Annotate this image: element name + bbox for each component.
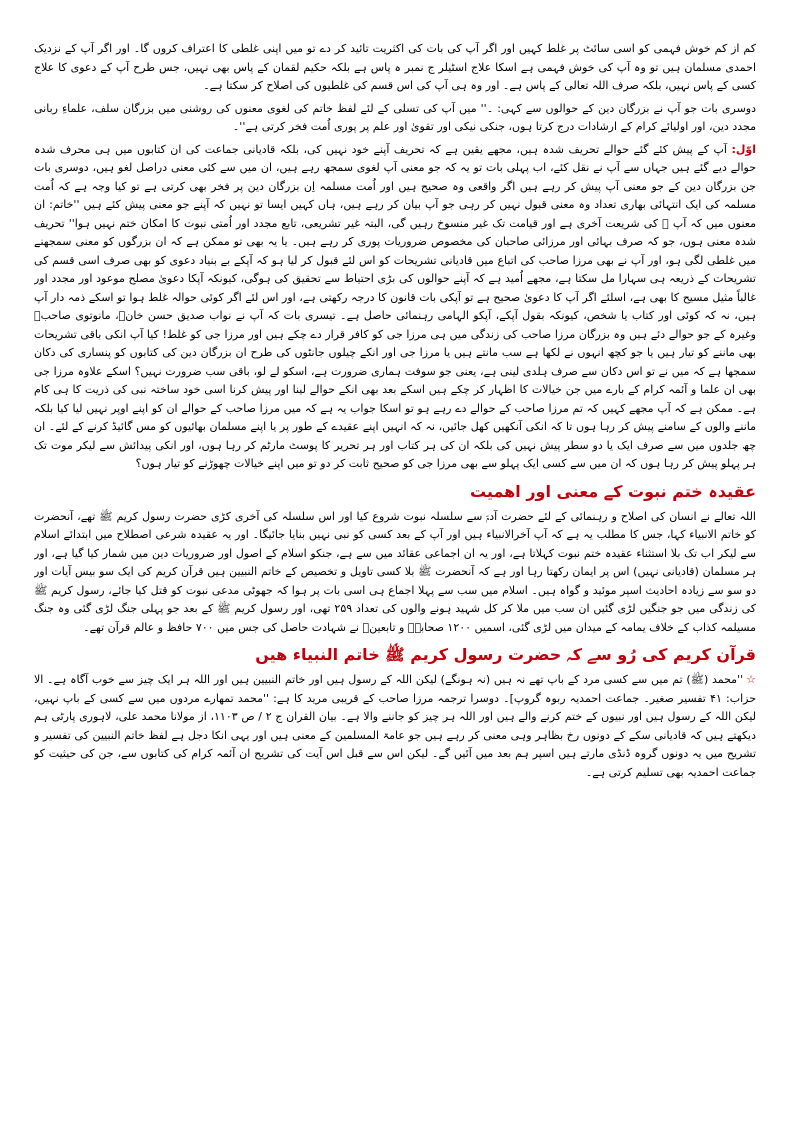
quran-proof-text: ''محمد (ﷺ) تم میں سے کسی مرد کے باپ تھے نہ ہیں (نہ ہونگے) لیکن اللہ کے رسول ہیں اور خاتم النبیین ہیں اور اللہ ہر ایک چیز سے خوب آگاہ ہے۔ الا حزاب: ۴۱ تفسیر صغیر۔ جماعت احمدیہ ربوہ گروپ]۔ دوسرا ترجمہ مرزا صاحب کے قریبی مرید کا ہے: ''محمد تمھارے مردوں میں سے کسی کے باپ نہیں، لیکن اللہ کے رسول ہیں اور نبیوں کے ختم کرنے والے ہیں اور اللہ ہر چیز کو جاننے والا ہے۔ بیان القران ج ۲ / ص ۱۱۰۳، از مولانا محمد علی، لاہوری پارٹی ہم دیکھتے ہیں کہ قادیانی سکے کے دونوں رخ بظاہر وہی معنی کر رہے ہیں جو عامۃ المسلمین کے معنی ہیں اور یہی انکا دجل ہے لفظ خاتم النبیین کی تفسیر و تشریح میں یہ دونوں گروہ ڈنڈی مارتے ہیں اسپر ہم بعد میں آئیں گے۔ لیکن اس سے قبل اس آیت کی تشریح ان آئمہ کرام کی کتابوں سے، جن کی حیثیت کو جماعت احمدیہ بھی تسلیم کرتی ہے۔ [34,673,756,779]
first-argument-label: اوّل: [731,142,756,156]
star-bullet-icon: ☆ [746,673,756,686]
heading-quran-proof: قرآن کریم کی رُو سے کہ حضرت رسول کریم ﷺ خاتم النبیاء ھیں [255,645,756,664]
paragraph-quran-proof [34,671,756,782]
paragraph-intro: کم از کم خوش فہمی کو اسی سائٹ پر غلط کہیں اور اگر آپ کی بات کی اکثریت تائید کر دے تو میں اپنی غلطی کا اعتراف کروں گا۔ اور اگر آپ کے نزدیک احمدی مسلمان ہیں تو وہ آپ کی خوش فہمی ہے اسکا علاج اسٹیلر ج نمبر ہ پاس ہے بلکہ حکیم لقمان کے پاس بھی نہیں، جس طرح آپ کے دعوی کا علاج کسی کے پاس نہیں، بلکہ صرف اللہ تعالی کے پاس ہے۔ اور وہ ہی آپ کی اس قسم کی غلطیوں کی اصلاح کر سکتا ہے۔ [34,42,756,92]
document-page [34,40,756,1100]
paragraph-first-argument [34,141,756,474]
paragraph-second-point: دوسری بات جو آپ نے بزرگان دین کے حوالوں سے کہی: ۔'' میں آپ کی تسلی کے لئے لفظ خاتم کی لغوی معنوں کی روشنی میں بزرگان سلف، علماءِ ربانی مجدد دین، اور اولیائے کرام کے ارشادات درج کرتا ہوں، جنکی نیکی اور تقویٰ اور علم پر پوری اُمت فخر کرتی ہے''۔ [34,101,756,133]
heading-khatm-e-nabuwat: عقیدہ ختم نبوت کے معنی اور اھمیت [469,481,756,501]
first-argument-text: آپ کے پیش کئے گئے حوالے تحریف شدہ ہیں، مجھے یقین ہے کہ تحریف آپنے خود نہیں کی، بلکہ قادیانی جماعت کی ان کتابوں میں ہی محرف شدہ حوالے دیے گئے ہیں جہاں سے آپ نے نقل کئے، اب پہلی بات تو یہ کہ جو معنی آپ لغوی سمجھ رہے ہیں، ان میں سے کئی معنی دراصل لغو ہیں، دوسری بات جن بزرگان دین کے جو معنی آپ پیش کر رہے ہیں اگر واقعی وہ صحیح ہیں اور اُمت مسلمہ اِن بزرگان دین پر فخر بھی کرتی ہے تو کیا وجہ ہے کہ اُمت مسلمہ کی ایک انتہائی بھاری تعداد وہ معنی قبول نہیں کر رہی جو آپ بیان کر رہے ہیں، ہاں کہیں ایسا تو نہیں کہ آپنے جو معنی پیش کئے ہیں ''خاتم: ان معنوں میں کہ آپ ﷺ کی شریعت آخری ہے اور قیامت تک غیر منسوخ رہیں گی، البتہ غیر تشریعی، تابع مجدد اور اُمتی نبوت کا امکان ختم نہیں ہوا'' تحریف شدہ معنی ہوں، جو کہ صرف بہائی اور مرزائی صاحبان کی مخصوص ضروریات پوری کر رہے ہیں۔ یا یہ بھی تو ممکن ہے کہ ان بزرگوں کو معنی سمجھنے میں غلطی لگی ہو، اور آپ نے بھی مرزا صاحب کی اتباع میں قادیانی تشریحات کو اس لئے قبول کر لیا ہو کہ آپکے بے بنیاد دعوی کو بھی صرف اسی قسم کی تشریحات کے ذریعہ ہی سہارا مل سکتا ہے، مجھے اُمید ہے کہ آپنے حوالوں کی بڑی احتیاط سے تحقیق کی ہوگی، کیونکہ آپکا دعویٰ مصلح موعود اور مجدد اور غالباً مثیل مسیح کا بھی ہے، اسلئے اگر آپ کا دعویٰ صحیح ہے تو آپکی بات قانون کا درجہ رکھتی ہے، اور اس لئے اگر کوئی حوالہ غلط ہوا تو اسکے ذمہ دار آپ ہیں، نہ کہ کوئی اور کتاب یا شخص، کیونکہ بقول آپکے، آپکو الہامی رہنمائی حاصل ہے۔ تیسری بات کہ آپ نے نواب صدیق حسن خانؒ، مانوتوی صاحبؒ وغیرہ کے جو حوالے دئے ہیں وہ بزرگان مرزا صاحب کی زندگی میں ہی مرزا جی کو کافر قرار دے چکے ہیں اور مرزا جی کو غلط! کیا آپ انکی باقی تشریحات بھی ماننے کو تیار ہیں یا جو کچھ انہوں نے لکھا ہے سب مانتے ہیں یا مرزا جی اور انکے چیلوں جانٹوں کی طرح ان بزرگان دین کی کتابوں کو پنساری کی دکان سمجھا ہے کہ میں نے تو اس دکان سے صرف ہلدی لینی ہے، یعنی جو سوفت ہماری ضرورت ہے، اسکو لے لو، باقی سب ضرورت نہیں؟ اسکے علاوہ مرزا جی بھی ان علما و آئمہ کرام کے بارے میں جن خیالات کا اظہار کر چکے ہیں اسکے بعد بھی انکے حوالے لینا اور پیش کرنا اسی خود ساختہ نبی کی ذریت کا ہی کام ہے۔ ممکن ہے کہ آپ مجھے کہیں کہ تم مرزا صاحب کے حوالے دے رہے ہو تو اسکا جواب یہ ہے کہ میں مرزا صاحب کے حوالے ان کو اپنے اوپر نہیں لیا کیا بلکہ ماننے والوں کے سامنے پیش کر رہا ہوں تا کہ انکی آنکھیں کھل جائیں، نہ کہ انہیں اپنے عقیدے کے طور پر یا اپنے مسلمان بھائیوں کو مس گائیڈ کرنے کے لئے۔ ان چھ جلدوں میں سے صرف ایک یا دو سطر پیش نہیں کی بلکہ ان کی ہر کتاب اور ہر تحریر کا پوسٹ مارٹم کر رہا ہوں، اور انکی پیدائش سے لیکر موت تک ہر پہلو پیش کر رہا ہوں کہ ان میں سے کسی ایک پہلو سے بھی مرزا جی کو صحیح ثابت کر دو تو میں اپنے خیالات چھوڑنے کو تیار ہوں؟ [34,142,756,470]
paragraph-khatm-e-nabuwat: اللہ تعالے نے انسان کی اصلاح و رہنمائی کے لئے حضرت آدمؑ سے سلسلہ نبوت شروع کیا اور اس سلسلہ کی آخری کڑی حضرت رسول کریم ﷺ تھے، آنحضرت کو خاتم الانبیاء کہا، جس کا مطلب یہ ہے کہ آپ آخرالانبیاء ہیں اور آپ کے بعد کسی کو نبی نہیں بنایا جائیگا۔ اور یہ عقیدہ شرعی اصطلاح میں ابتدائے اسلام سے لیکر اب تک بلا استثناء عقیدہ ختم نبوت کہلاتا ہے، اور یہ ان اجماعی عقائد میں سے ہے، جنکو اسلام کے اصول اور ضروریات دین میں شمار کیا گیا ہے، اور ہر مسلمان (قادیانی نہیں) اس پر ایمان رکھتا رہا اور ہے کہ آنحضرت ﷺ بلا کسی تاویل و تخصیص کے خاتم النبیین ہیں قرآن کریم کی ایک سو بیس آیات اور دو سو سے زیادہ احادیث اسپر موئید و گواہ ہیں۔ اسلام میں سب سے پہلا اجماع ہی اسی بات پر ہوا کہ جھوٹی مدعی نبوت کو قتل کیا جائے، رسول کریم ﷺ کی زندگی میں جو جنگیں لڑی گئیں ان سب میں ملا کر کل شہید ہونے والوں کی تعداد ۲۵۹ تھی، اور رسول کریم ﷺ کے بعد جو پہلی جنگ لڑی گئی وہ جنگ مسیلمہ کذاب کے خلاف یمامہ کے میدان میں لڑی گئی، اسمیں ۱۲۰۰ صحابہؓ و تابعینؒ نے شہادت حاصل کی جس میں ۷۰۰ حافظ و عالم قرآن تھے۔ [34,509,756,634]
